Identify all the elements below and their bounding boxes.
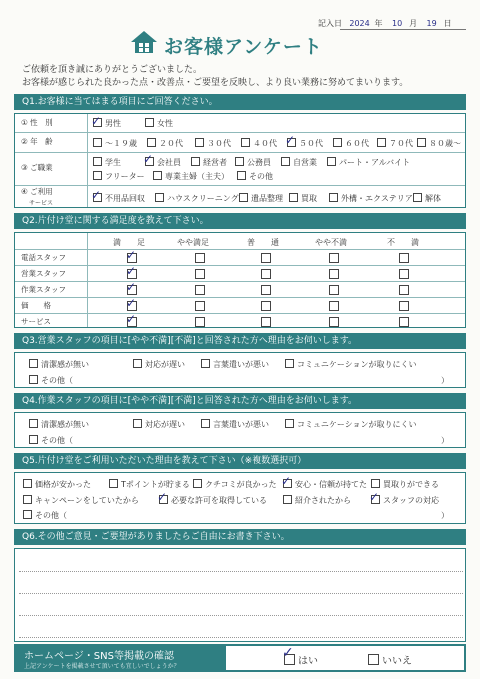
check-mark-icon: ✓ (369, 490, 380, 504)
q2-rating-checkbox[interactable] (195, 301, 205, 311)
q1-option[interactable]: 自営業 (281, 157, 317, 168)
q1-option[interactable]: ３０代 (195, 138, 231, 149)
comment-line (19, 615, 463, 616)
q1-option[interactable]: 解体 (413, 193, 441, 204)
q1-label-service: ④ ご利用 (21, 187, 53, 196)
q4-box (14, 412, 466, 448)
q2-rating-checkbox[interactable] (261, 317, 271, 327)
q2-rating-checkbox[interactable] (399, 269, 409, 279)
q1-option[interactable]: 会社員 (145, 157, 181, 168)
page-title: お客様アンケート (164, 36, 323, 58)
q2-table (14, 232, 466, 328)
q2-rating-checkbox[interactable] (261, 301, 271, 311)
q2-rating-checkbox[interactable] (329, 301, 339, 311)
q2-rating-checkbox[interactable] (261, 253, 271, 263)
entry-date-underline (340, 29, 466, 30)
check-mark-icon: ✓ (126, 264, 137, 278)
q4-title: Q4.作業スタッフの項目に[やや不満][不満]と回答された方へ理由をお伺いします。 (14, 393, 466, 409)
q1-option[interactable]: ８０歳～ (417, 138, 461, 149)
q1-option[interactable]: 公務員 (235, 157, 271, 168)
q2-label-phone-staff: 電話スタッフ (21, 253, 66, 262)
comment-line (19, 637, 463, 638)
q5-option[interactable]: 買取りができる (371, 479, 439, 490)
q4-option[interactable]: コミュニケーションが取りにくい (285, 419, 417, 430)
q1-sublabel-service: サービス (29, 200, 54, 207)
q2-col-header: やや満足 (177, 238, 209, 247)
q1-row-line (15, 185, 465, 186)
footer-answer-area (226, 646, 464, 670)
q2-row-line (15, 313, 465, 314)
q1-label-job: ③ ご職業 (21, 163, 53, 172)
q2-row-line (15, 265, 465, 266)
q2-label-service: サービス (21, 317, 51, 326)
footer-title: ホームページ・SNS等掲載の確認 (24, 651, 174, 662)
house-logo-icon (130, 30, 158, 58)
footer-no-option[interactable]: いいえ (368, 652, 412, 667)
q1-option[interactable]: パート・アルバイト (327, 157, 410, 168)
q5-option[interactable]: クチコミが良かった (193, 479, 277, 490)
q5-option[interactable]: Tポイントが貯まる (109, 479, 190, 490)
q2-col-header: やや不満 (315, 238, 347, 247)
q4-other[interactable]: その他（ (29, 435, 73, 446)
q1-option[interactable]: 遺品整理 (239, 193, 283, 204)
q1-option[interactable]: 女性 (145, 118, 173, 129)
entry-month-unit: 月 (409, 19, 418, 28)
q2-rating-checkbox[interactable] (329, 317, 339, 327)
intro-line-2: お客様が感じられた良かった点・改善点・ご要望を反映し、より良い業務に努めてまいります。 (22, 78, 409, 88)
entry-day-unit: 日 (443, 19, 452, 28)
q1-option[interactable]: その他 (237, 171, 273, 182)
check-mark-icon: ✓ (143, 152, 154, 166)
comment-line (19, 571, 463, 572)
q2-label-sales-staff: 営業スタッフ (21, 269, 66, 278)
check-mark-icon: ✓ (126, 280, 137, 294)
q4-option[interactable]: 対応が遅い (133, 419, 185, 430)
q3-option[interactable]: 清潔感が無い (29, 359, 89, 370)
q4-option[interactable]: 清潔感が無い (29, 419, 89, 430)
check-mark-icon: ✓ (157, 490, 168, 504)
q2-rating-checkbox[interactable] (399, 317, 409, 327)
q5-other-close: ） (441, 511, 449, 520)
q2-col-header: 普 通 (247, 238, 279, 247)
q5-option[interactable]: キャンペーンをしていたから (23, 495, 139, 506)
intro-line-1: ご依頼を頂き誠にありがとうございました。 (22, 65, 203, 75)
q2-rating-checkbox[interactable] (195, 317, 205, 327)
q3-box (14, 352, 466, 388)
q1-option[interactable]: ７０代 (377, 138, 413, 149)
q1-row-line (15, 132, 465, 133)
entry-date-label: 記入日 (318, 19, 342, 28)
q3-title: Q3.営業スタッフの項目に[やや不満][不満]と回答された方へ理由をお伺いします。 (14, 333, 466, 349)
q2-rating-checkbox[interactable] (399, 301, 409, 311)
q1-option[interactable]: 外構・エクステリア (329, 193, 413, 204)
check-mark-icon: ✓ (282, 645, 294, 661)
q2-label-work-staff: 作業スタッフ (21, 285, 66, 294)
check-mark-icon: ✓ (126, 248, 137, 262)
entry-date (318, 18, 452, 29)
q2-rating-checkbox[interactable] (195, 285, 205, 295)
q6-title: Q6.その他ご意見・ご要望がありましたらご自由にお書き下さい。 (14, 529, 466, 545)
q2-label-price: 価 格 (21, 301, 51, 310)
q2-rating-checkbox[interactable] (399, 285, 409, 295)
checkbox[interactable] (145, 118, 154, 127)
q5-option[interactable]: スタッフの対応 (371, 495, 439, 506)
q1-title: Q1.お客様に当てはまる項目にご回答ください。 (14, 94, 466, 110)
q5-box (14, 472, 466, 524)
q2-col-header: 不 満 (387, 238, 419, 247)
entry-day-value[interactable]: 19 (426, 19, 437, 28)
q1-option[interactable]: 経営者 (191, 157, 227, 168)
check-mark-icon: ✓ (126, 312, 137, 326)
q2-rating-checkbox[interactable] (399, 253, 409, 263)
q3-other-close: ） (441, 376, 449, 385)
q1-option[interactable]: ハウスクリーニング (155, 193, 239, 204)
footer-panel (14, 644, 466, 672)
q1-divider (87, 114, 88, 207)
entry-year-value[interactable]: 2024 (349, 19, 370, 28)
q1-option[interactable]: ２０代 (147, 138, 183, 149)
entry-year-unit: 年 (374, 19, 383, 28)
q5-title: Q5.片付け堂をご利用いただいた理由を教えて下さい（※複数選択可） (14, 453, 466, 469)
q1-label-age: ② 年 齢 (21, 137, 53, 146)
q2-rating-checkbox[interactable] (329, 269, 339, 279)
q1-option[interactable]: ６０代 (333, 138, 369, 149)
q1-option[interactable]: ～１９歳 (93, 138, 137, 149)
check-mark-icon: ✓ (281, 474, 292, 488)
footer-subtitle: 上記アンケートを掲載させて頂いても宜しいでしょうか？ (24, 663, 180, 670)
q1-option[interactable]: 不用品回収 (93, 193, 145, 204)
q2-row-line (15, 249, 465, 250)
q5-option[interactable]: 紹介されたから (283, 495, 351, 506)
comment-line (19, 593, 463, 594)
q2-rating-checkbox[interactable] (261, 269, 271, 279)
q4-option[interactable]: 言葉遣いが悪い (201, 419, 269, 430)
check-mark-icon: ✓ (91, 114, 102, 128)
q2-rating-checkbox[interactable] (261, 285, 271, 295)
q6-comment-box[interactable] (14, 548, 466, 642)
q2-row-line (15, 281, 465, 282)
check-mark-icon: ✓ (285, 133, 296, 147)
q2-row-line (15, 297, 465, 298)
q5-option[interactable]: 価格が安かった (23, 479, 91, 490)
q2-rating-checkbox[interactable] (329, 285, 339, 295)
q3-other[interactable]: その他（ (29, 375, 73, 386)
q1-table (14, 113, 466, 208)
check-mark-icon: ✓ (91, 188, 102, 202)
q3-option[interactable]: コミュニケーションが取りにくい (285, 359, 417, 370)
q1-row-line (15, 152, 465, 153)
footer-yes-option[interactable]: はい (284, 652, 318, 667)
q5-other[interactable]: その他（ (23, 510, 67, 521)
check-mark-icon: ✓ (126, 296, 137, 310)
q1-option[interactable]: 男性 (93, 118, 121, 129)
q1-option[interactable]: ５０代 (287, 138, 323, 149)
q1-option[interactable]: ４０代 (241, 138, 277, 149)
q1-option[interactable]: 学生 (93, 157, 121, 168)
q1-option[interactable]: フリーター (93, 171, 145, 182)
q4-other-close: ） (441, 436, 449, 445)
q2-title: Q2.片付け堂に関する満足度を教えて下さい。 (14, 213, 466, 229)
q2-rating-checkbox[interactable] (329, 253, 339, 263)
q5-option[interactable]: 必要な許可を取得している (159, 495, 267, 506)
q1-option[interactable]: 専業主婦（主夫） (153, 171, 229, 182)
q2-rating-checkbox[interactable] (195, 269, 205, 279)
q3-option[interactable]: 対応が遅い (133, 359, 185, 370)
q2-col-header: 満 足 (113, 238, 145, 247)
q1-label-gender: ① 性 別 (21, 118, 53, 127)
q2-rating-checkbox[interactable] (195, 253, 205, 263)
q5-option[interactable]: 安心・信頼が持てた (283, 479, 367, 490)
entry-month-value[interactable]: 10 (392, 19, 403, 28)
q1-option[interactable]: 買取 (289, 193, 317, 204)
q3-option[interactable]: 言葉遣いが悪い (201, 359, 269, 370)
